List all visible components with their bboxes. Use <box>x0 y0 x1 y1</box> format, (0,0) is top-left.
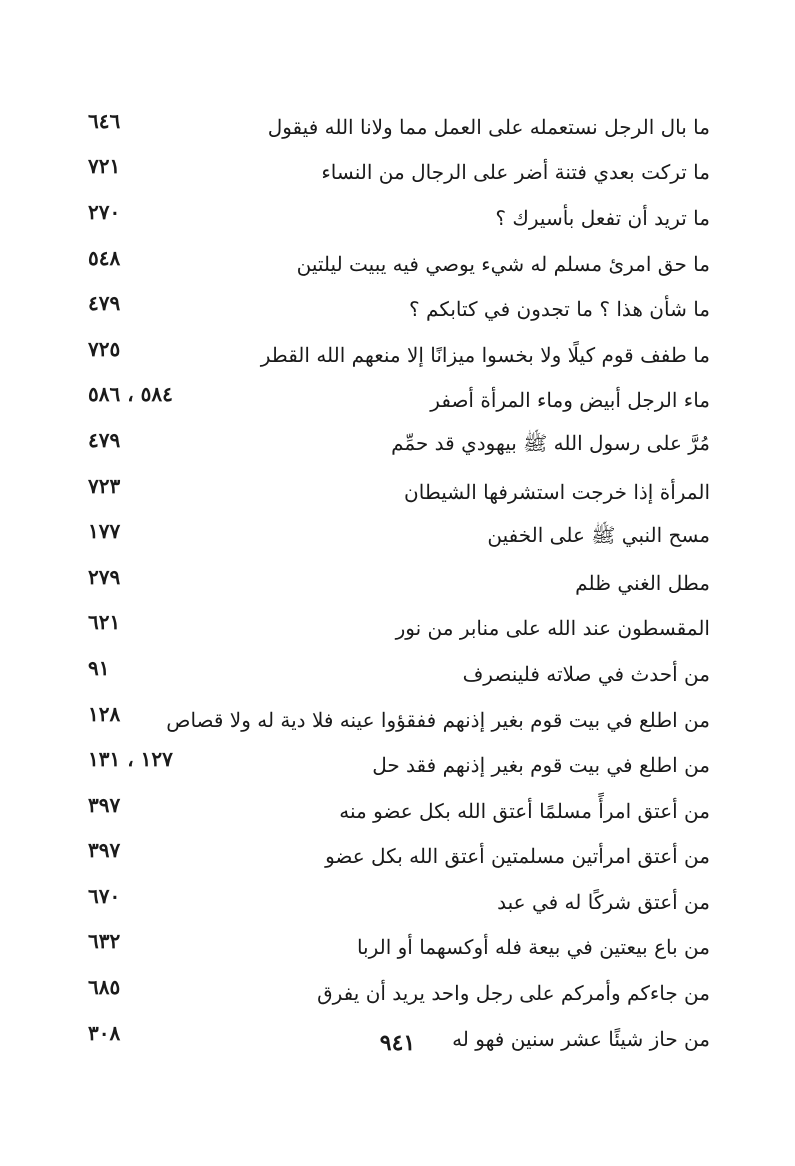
entry-page-reference: ٢٧٠ <box>88 199 121 224</box>
index-entry <box>88 423 710 469</box>
hadith-index-list <box>88 104 710 1061</box>
entry-hadith-text: من اطلع في بيت قوم بغير إذنهم ففقؤوا عينه فلا دية له ولا قصاص <box>166 707 710 732</box>
entry-hadith-text: مطل الغني ظلم <box>575 570 710 595</box>
entry-hadith-text: مُرَّ على رسول الله ﷺ بيهودي قد حمِّم <box>391 431 710 456</box>
entry-hadith-text: مسح النبي ﷺ على الخفين <box>487 522 710 547</box>
entry-page-reference: ١٢٧ ، ١٣١ <box>88 747 173 772</box>
entry-page-reference: ٥٤٨ <box>88 245 121 270</box>
index-entry <box>88 514 710 560</box>
index-entry <box>88 195 710 241</box>
index-entry <box>88 925 710 971</box>
entry-page-reference: ٥٨٤ ، ٥٨٦ <box>88 382 173 407</box>
index-entry <box>88 697 710 743</box>
index-entry <box>88 378 710 424</box>
entry-hadith-text: من جاءكم وأمركم على رجل واحد يريد أن يفرق <box>317 981 710 1006</box>
entry-hadith-text: من حاز شيئًا عشر سنين فهو له <box>452 1026 710 1051</box>
entry-page-reference: ٧٢١ <box>88 154 121 179</box>
entry-page-reference: ٧٢٣ <box>88 473 121 498</box>
entry-page-reference: ٣٩٧ <box>88 838 121 863</box>
index-entry <box>88 651 710 697</box>
entry-hadith-text: المرأة إذا خرجت استشرفها الشيطان <box>404 479 710 504</box>
entry-page-reference: ١٧٧ <box>88 519 121 544</box>
entry-hadith-text: المقسطون عند الله على منابر من نور <box>395 616 710 641</box>
entry-page-reference: ٣٠٨ <box>88 1020 121 1045</box>
index-entry <box>88 150 710 196</box>
entry-page-reference: ٤٧٩ <box>88 427 121 452</box>
entry-hadith-text: ما طفف قوم كيلًا ولا بخسوا ميزانًا إلا منعهم الله القطر <box>260 342 710 367</box>
entry-hadith-text: ما بال الرجل نستعمله على العمل مما ولانا الله فيقول <box>267 114 710 139</box>
index-entry <box>88 469 710 515</box>
index-entry <box>88 241 710 287</box>
index-entry <box>88 332 710 378</box>
entry-page-reference: ٦٢١ <box>88 610 121 635</box>
entry-page-reference: ٦٨٥ <box>88 975 121 1000</box>
entry-hadith-text: من اطلع في بيت قوم بغير إذنهم فقد حل <box>372 753 710 778</box>
entry-page-reference: ٤٧٩ <box>88 291 121 316</box>
entry-hadith-text: ماء الرجل أبيض وماء المرأة أصفر <box>430 388 710 413</box>
entry-page-reference: ٩١ <box>88 655 110 680</box>
entry-hadith-text: ما تركت بعدي فتنة أضر على الرجال من النساء <box>321 160 710 185</box>
entry-hadith-text: من أعتق امرأً مسلمًا أعتق الله بكل عضو منه <box>339 798 710 823</box>
entry-page-reference: ٦٤٦ <box>88 108 121 133</box>
entry-hadith-text: من باع بيعتين في بيعة فله أوكسهما أو الربا <box>356 935 710 960</box>
index-entry <box>88 970 710 1016</box>
entry-page-reference: ٧٢٥ <box>88 336 121 361</box>
index-entry <box>88 560 710 606</box>
index-entry <box>88 286 710 332</box>
index-entry <box>88 879 710 925</box>
entry-hadith-text: ما حق امرئ مسلم له شيء يوصي فيه يبيت ليلتين <box>296 251 710 276</box>
index-entry <box>88 742 710 788</box>
index-entry <box>88 104 710 150</box>
entry-page-reference: ٢٧٩ <box>88 564 121 589</box>
entry-hadith-text: ما شأن هذا ؟ ما تجدون في كتابكم ؟ <box>409 297 710 322</box>
index-entry <box>88 834 710 880</box>
entry-hadith-text: من أعتق امرأتين مسلمتين أعتق الله بكل عضو <box>325 844 710 869</box>
entry-page-reference: ٦٣٢ <box>88 929 121 954</box>
index-entry <box>88 606 710 652</box>
entry-hadith-text: من أحدث في صلاته فلينصرف <box>462 661 710 686</box>
entry-page-reference: ٦٧٠ <box>88 883 121 908</box>
entry-page-reference: ١٢٨ <box>88 701 121 726</box>
entry-page-reference: ٣٩٧ <box>88 792 121 817</box>
entry-hadith-text: ما تريد أن تفعل بأسيرك ؟ <box>495 205 710 230</box>
index-entry <box>88 788 710 834</box>
entry-hadith-text: من أعتق شركًا له في عبد <box>497 889 710 914</box>
page-number: ٩٤١ <box>379 1030 416 1056</box>
